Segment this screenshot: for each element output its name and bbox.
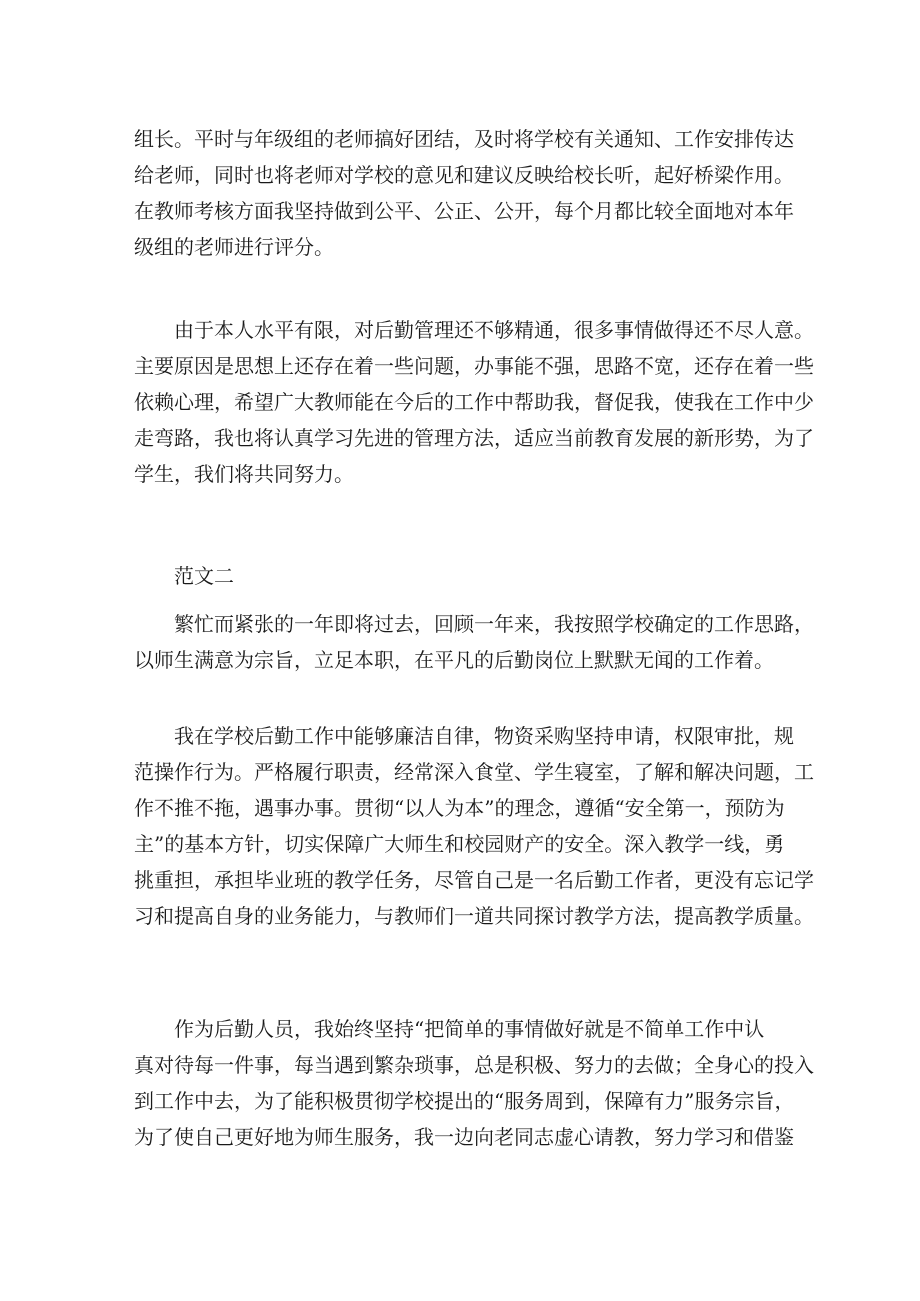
paragraph-line: 给老师，同时也将老师对学校的意见和建议反映给校长听，起好桥梁作用。 bbox=[134, 163, 794, 187]
paragraph-line: 学生，我们将共同努力。 bbox=[134, 462, 354, 486]
section-heading bbox=[134, 558, 794, 594]
paragraph-line: 主要原因是思想上还存在着一些问题，办事能不强，思路不宽，还存在着一些 bbox=[134, 354, 814, 378]
paragraph-2 bbox=[134, 312, 814, 492]
paragraph-4 bbox=[134, 718, 814, 934]
paragraph-line: 组长。平时与年级组的老师搞好团结，及时将学校有关通知、工作安排传达 bbox=[134, 127, 794, 151]
paragraph-line: 范操作行为。严格履行职责，经常深入食堂、学生寝室，了解和解决问题，工 bbox=[134, 760, 814, 784]
paragraph-line: 作为后勤人员，我始终坚持“把简单的事情做好就是不简单工作中认 bbox=[134, 1017, 765, 1041]
paragraph-line: 依赖心理，希望广大教师能在今后的工作中帮助我，督促我，使我在工作中少 bbox=[134, 390, 814, 414]
paragraph-line: 在教师考核方面我坚持做到公平、公正、公开，每个月都比较全面地对本年 bbox=[134, 199, 794, 223]
paragraph-line: 挑重担，承担毕业班的教学任务，尽管自己是一名后勤工作者，更没有忘记学 bbox=[134, 868, 814, 892]
paragraph-line: 繁忙而紧张的一年即将过去，回顾一年来，我按照学校确定的工作思路， bbox=[134, 612, 814, 636]
paragraph-line: 级组的老师进行评分。 bbox=[134, 235, 334, 259]
heading-line: 范文二 bbox=[134, 564, 234, 588]
paragraph-line: 走弯路，我也将认真学习先进的管理方法，适应当前教育发展的新形势，为了 bbox=[134, 426, 814, 450]
paragraph-1 bbox=[134, 121, 794, 265]
paragraph-line: 作不推不拖，遇事办事。贯彻“以人为本”的理念，遵循“安全第一，预防为 bbox=[134, 796, 785, 820]
paragraph-5 bbox=[134, 1011, 814, 1155]
paragraph-line: 为了使自己更好地为师生服务，我一边向老同志虚心请教，努力学习和借鉴 bbox=[134, 1125, 794, 1149]
paragraph-line: 由于本人水平有限，对后勤管理还不够精通，很多事情做得还不尽人意。 bbox=[134, 318, 814, 342]
paragraph-line: 主”的基本方针，切实保障广大师生和校园财产的安全。深入教学一线，勇 bbox=[134, 832, 785, 856]
paragraph-line: 习和提高自身的业务能力，与教师们一道共同探讨教学方法，提高教学质量。 bbox=[134, 904, 814, 928]
paragraph-3 bbox=[134, 606, 814, 678]
paragraph-line: 以师生满意为宗旨，立足本职，在平凡的后勤岗位上默默无闻的工作着。 bbox=[134, 648, 774, 672]
paragraph-line: 我在学校后勤工作中能够廉洁自律，物资采购坚持申请，权限审批，规 bbox=[134, 724, 794, 748]
paragraph-line: 真对待每一件事，每当遇到繁杂琐事，总是积极、努力的去做；全身心的投入 bbox=[134, 1053, 814, 1077]
paragraph-line: 到工作中去，为了能积极贯彻学校提出的“服务周到，保障有力”服务宗旨， bbox=[134, 1089, 795, 1113]
